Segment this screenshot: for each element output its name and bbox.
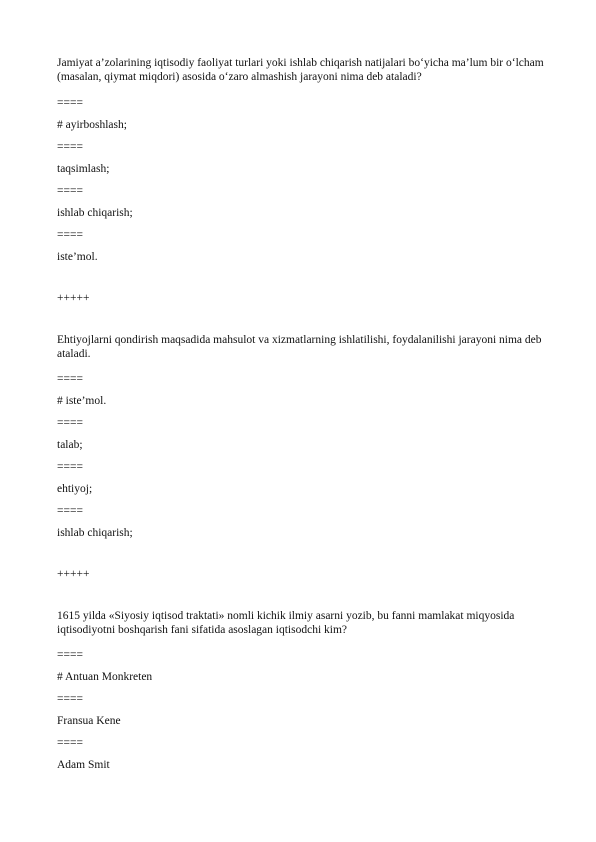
separator: ==== bbox=[57, 417, 83, 429]
separator: ==== bbox=[57, 229, 83, 241]
answer-option: talab; bbox=[57, 439, 83, 451]
end-marker: +++++ bbox=[57, 292, 90, 304]
question-text: Jamiyat a’zolarining iqtisodiy faoliyat turlari yoki ishlab chiqarish natijalari bo‘yicha ma’lum bir o‘lcham (masalan, qiymat miqdori) asosida o‘zaro almashish jarayoni nima deb ataladi? bbox=[57, 57, 544, 83]
answer-option: ehtiyoj; bbox=[57, 483, 93, 495]
answer-option-correct: # Antuan Monkreten bbox=[57, 671, 153, 683]
end-marker: +++++ bbox=[57, 568, 90, 580]
separator: ==== bbox=[57, 141, 83, 153]
answer-option: Adam Smit bbox=[57, 759, 110, 771]
question-text: Ehtiyojlarni qondirish maqsadida mahsulot va xizmatlarning ishlatilishi, foydalanilishi jarayoni nima deb ataladi. bbox=[57, 334, 542, 360]
separator: ==== bbox=[57, 649, 83, 661]
answer-option: ishlab chiqarish; bbox=[57, 527, 133, 539]
answer-option: ishlab chiqarish; bbox=[57, 207, 133, 219]
question-text: 1615 yilda «Siyosiy iqtisod traktati» nomli kichik ilmiy asarni yozib, bu fanni mamlakat miqyosida iqtisodiyotni boshqarish fani sifatida asoslagan iqtisodchi kim? bbox=[57, 610, 515, 636]
separator: ==== bbox=[57, 185, 83, 197]
separator: ==== bbox=[57, 737, 83, 749]
separator: ==== bbox=[57, 505, 83, 517]
separator: ==== bbox=[57, 461, 83, 473]
answer-option: Fransua Kene bbox=[57, 715, 121, 727]
answer-option: taqsimlash; bbox=[57, 163, 110, 175]
separator: ==== bbox=[57, 693, 83, 705]
answer-option-correct: # iste’mol. bbox=[57, 395, 107, 407]
separator: ==== bbox=[57, 97, 83, 109]
answer-option-correct: # ayirboshlash; bbox=[57, 119, 127, 131]
answer-option: iste’mol. bbox=[57, 251, 98, 263]
separator: ==== bbox=[57, 373, 83, 385]
